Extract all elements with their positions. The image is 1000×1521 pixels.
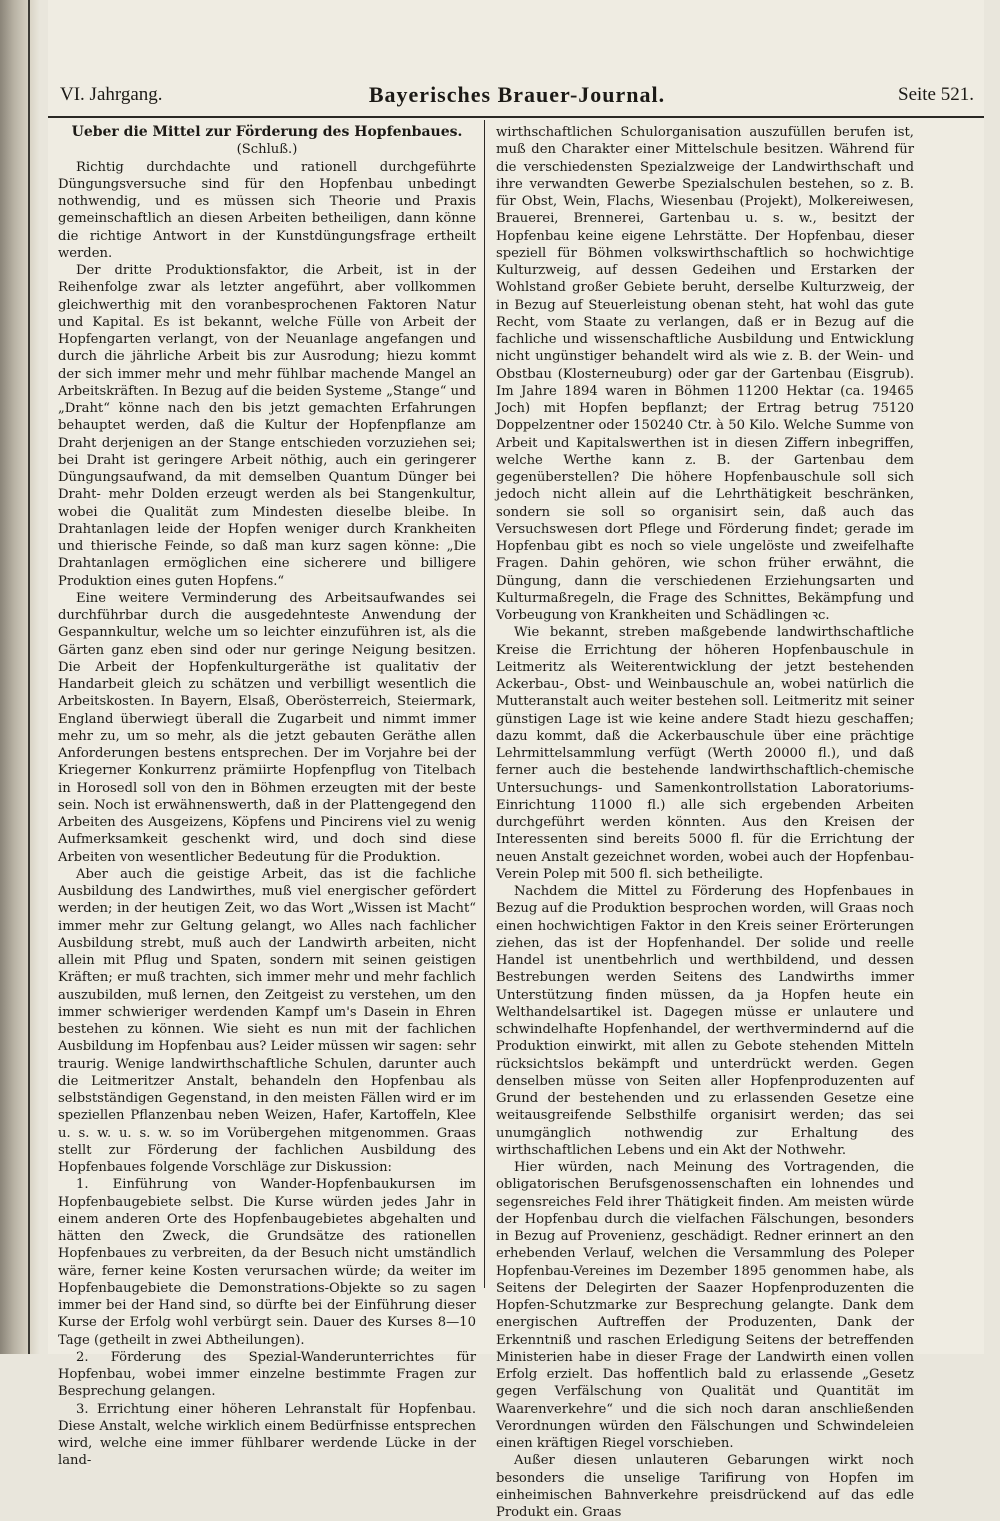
paragraph: Nachdem die Mittel zu Förderung des Hopfenbaues in Bezug auf die Produktion besprochen worden, will Graas noch einen hochwichtigen Faktor in den Kreis seiner Erörterungen ziehen, das ist der Hopfenhandel. Der solide und reelle Handel ist unentbehrlich und werthbildend, und dessen Bestrebungen werden Seitens des Landwirths immer Unterstützung finden müssen, da ja Hopfen heute ein Welthandelsartikel ist. Dagegen müsse er unlautere und schwindelhafte Hopfenhandel, der werthvermindernd auf die Produktion einwirkt, mit allen zu Gebote stehenden Mitteln rücksichtslos bekämpft und unterdrückt werden. Gegen denselben müsse von Seiten aller Hopfenproduzenten auf Grund der bestehenden und zu erlassenden Gesetze eine weitausgreifende Selbsthilfe organisirt werden; das sei unumgänglich nothwendig zur Erhaltung des wirthschaftlichen Lebens und ein Akt der Nothwehr. [496,884,914,1158]
journal-page [48,0,984,1520]
article-subtitle: (Schluß.) [236,142,298,158]
paragraph: 2. Förderung des Spezial-Wanderunterrichtes für Hopfenbau, wobei immer einzelne bestimmte Fragen zur Besprechung gelangen. [58,1349,476,1400]
right-column [496,124,914,1521]
paragraph: wirthschaftlichen Schulorganisation auszufüllen berufen ist, muß den Charakter einer Mittelschule besitzen. Während für die verschiedensten Spezialzweige der Landwirthschaft und ihre verwandten Gewerbe Spezialschulen bestehen, so z. B. für Obst, Wein, Flachs, Wiesenbau (Projekt), Molkereiwesen, Brauerei, Brennerei, Gartenbau u. s. w., besitzt der Hopfenbau keine eigene Lehrstätte. Der Hopfenbau, dieser speziell für Böhmen volkswirthschaftlich so hochwichtige Kulturzweig, auf dessen Gedeihen und Erstarken der Wohlstand großer Gebiete beruht, derselbe Kulturzweig, der in Bezug auf Steuerleistung obenan steht, hat wohl das gute Recht, vom Staate zu verlangen, daß er in Bezug auf die fachliche und wissenschaftliche Ausbildung und Entwicklung nicht ungünstiger behandelt wird als wie z. B. der Wein- und Obstbau (Klosterneuburg) oder gar der Gartenbau (Eisgrub). Im Jahre 1894 waren in Böhmen 11200 Hektar (ca. 19465 Joch) mit Hopfen bepflanzt; der Ertrag betrug 75120 Doppelzentner oder 150240 Ctr. à 50 Kilo. Welche Summe von Arbeit und Kapitalswerthen ist in diesen Ziffern inbegriffen, welche Werthe kann z. B. der Gartenbau dem gegenüberstellen? Die höhere Hopfenbauschule soll sich jedoch nicht allein auf die Lehrthätigkeit beschränken, sondern sie soll so organisirt sein, daß auch das Versuchswesen dort Pflege und Förderung findet; gerade im Hopfenbau gibt es noch so viele ungelöste und zweifelhafte Fragen. Dahin gehören, wie schon früher erwähnt, die Düngung, dann die verschiedenen Erziehungsarten und Kulturmaßregeln, die Frage des Schnittes, Bekämpfung und Vorbeugung von Krankheiten und Schädlingen ꝛc. [496,125,914,623]
header-rule [48,116,984,118]
left-column [58,124,476,1470]
paragraph: Richtig durchdachte und rationell durchgeführte Düngungsversuche sind für den Hopfenbau unbedingt nothwendig, und es müssen sich Theorie und Praxis gemeinschaftlich an diesen Arbeiten betheiligen, dann könne die richtige Antwort in der Kunstdüngungsfrage ertheilt werden. [58,159,476,261]
paragraph: 3. Errichtung einer höheren Lehranstalt für Hopfenbau. Diese Anstalt, welche wirklich einem Bedürfnisse entsprechen wird, welche eine immer fühlbarer werdende Lücke in der land- [58,1401,476,1469]
paragraph: Eine weitere Verminderung des Arbeitsaufwandes sei durchführbar durch die ausgedehnteste Anwendung der Gespannkultur, welche um so leichter einzuführen ist, als die Gärten ganz eben sind oder nur geringe Neigung besitzen. Die Arbeit der Hopfenkulturgeräthe ist qualitativ der Handarbeit gleich zu schätzen und verbilligt wesentlich die Arbeitskosten. In Bayern, Elsaß, Oberösterreich, Steiermark, England überwiegt überall die Zugarbeit und nimmt immer mehr zu, um so mehr, als die jetzt gebauten Geräthe allen Anforderungen bestens entsprechen. Der im Vorjahre bei der Kriegerner Konkurrenz prämiirte Hopfenpflug von Titelbach in Horosedl soll von den in Böhmen erzeugten mit der beste sein. Noch ist erwähnenswerth, daß in der Plattengegend den Arbeiten des Ausgeizens, Köpfens und Pincirens viel zu wenig Aufmerksamkeit geschenkt wird, und doch sind diese Arbeiten von wesentlicher Bedeutung für die Produktion. [58,590,476,865]
paragraph: Aber auch die geistige Arbeit, das ist die fachliche Ausbildung des Landwirthes, muß viel energischer gefördert werden; in der heutigen Zeit, wo das Wort „Wissen ist Macht“ immer mehr zur Geltung gelangt, wo Alles nach fachlicher Ausbildung strebt, muß auch der Landwirth arbeiten, nicht allein mit Pflug und Spaten, sondern mit seinen geistigen Kräften; er muß trachten, sich immer mehr und mehr fachlich auszubilden, muß lernen, den Zeitgeist zu verstehen, um den immer schwieriger werdenden Kampf um's Dasein in Ehren bestehen zu können. Wie sieht es nun mit der fachlichen Ausbildung im Hopfenbau aus? Leider müssen wir sagen: sehr traurig. Wenige landwirthschaftliche Schulen, darunter auch die Leitmeritzer Anstalt, behandeln den Hopfenbau als selbstständigen Gegenstand, in den meisten Fällen wird er im speziellen Pflanzenbau neben Weizen, Hafer, Kartoffeln, Klee u. s. w. u. s. w. so im Vorübergehen mitgenommen. Graas stellt zur Förderung der fachlichen Ausbildung des Hopfenbaues folgende Vorschläge zur Diskussion: [58,866,476,1175]
page-number: Seite 521. [898,84,974,105]
page-binding [0,0,40,1354]
paragraph: Hier würden, nach Meinung des Vortragenden, die obligatorischen Berufsgenossenschaften ein lohnendes und segensreiches Feld ihrer Thätigkeit finden. Am meisten würde der Hopfenbau durch die vielfachen Fälschungen, besonders in Bezug auf Provenienz, geschädigt. Redner erinnert an den erhebenden Verlauf, welchen die Versammlung des Poleper Hopfenbau-Vereines im Dezember 1895 genommen habe, als Seitens der Delegirten der Saazer Hopfenproduzenten die Hopfen-Schutzmarke zur Besprechung gelangte. Dank dem energischen Auftreffen der Produzenten, Dank der Erkenntniß und raschen Erledigung Seitens der betreffenden Ministerien habe in dieser Frage der Landwirth einen vollen Erfolg erzielt. Das hoffentlich bald zu erlassende „Gesetz gegen Verfälschung von Qualität und Quantität im Waarenverkehre“ und die sich noch daran anschließenden Verordnungen würden den Fälschungen und Schwindeleien einen kräftigen Riegel vorschieben. [496,1160,914,1451]
page-header [60,84,974,114]
paragraph: Der dritte Produktionsfaktor, die Arbeit, ist in der Reihenfolge zwar als letzter angeführt, aber vollkommen gleichwerthig mit den voranbesprochenen Faktoren Natur und Kapital. Es ist bekannt, welche Fülle von Arbeit der Hopfengarten verlangt, von der Neuanlage angefangen und durch die jährliche Arbeit bis zur Ausrodung; hiezu kommt der sich immer mehr und mehr fühlbar machende Mangel an Arbeitskräften. In Bezug auf die beiden Systeme „Stange“ und „Draht“ könne nach den bis jetzt gemachten Erfahrungen behauptet werden, daß die Kultur der Hopfenpflanze am Draht derjenigen an der Stange entschieden vorzuziehen sei; bei Draht ist geringere Arbeit nöthig, auch ein geringerer Düngungsaufwand, da mit demselben Quantum Dünger bei Draht- mehr Dolden erzeugt werden als bei Stangenkultur, wobei die Qualität zum Mindesten dieselbe bleibe. In Drahtanlagen leide der Hopfen weniger durch Krankheiten und thierische Feinde, so daß man kurz sagen könne: „Die Drahtanlagen ermöglichen eine sicherere und billigere Produktion eines guten Hopfens.“ [58,263,476,589]
paragraph: Außer diesen unlauteren Gebarungen wirkt noch besonders die unselige Tarifirung von Hopfen im einheimischen Bahnverkehre preisdrückend auf das edle Produkt ein. Graas [496,1453,914,1520]
paragraph: 1. Einführung von Wander-Hopfenbaukursen im Hopfenbaugebiete selbst. Die Kurse würden jedes Jahr in einem anderen Orte des Hopfenbaugebietes abgehalten und hätten den Zweck, die Grundsätze des rationellen Hopfenbaues zu verbreiten, da der Besuch nicht umständlich wäre, ferner keine Kosten verursachen würde; da weiter im Hopfenbaugebiete die Demonstrations-Objekte so zu sagen immer bei der Hand sind, so dürfte bei der Einführung dieser Kurse der Erfolg wohl verbürgt sein. Dauer des Kurses 8—10 Tage (getheilt in zwei Abtheilungen). [58,1177,476,1348]
binding-edge [28,0,30,1354]
journal-title: Bayerisches Brauer-Journal. [368,82,666,107]
volume-label: VI. Jahrgang. [60,84,163,105]
paragraph: Wie bekannt, streben maßgebende landwirthschaftliche Kreise die Errichtung der höheren Hopfenbauschule in Leitmeritz als Weiterentwicklung der jetzt bestehenden Ackerbau-, Obst- und Weinbauschule an, wobei natürlich die Mutteranstalt auch weiter bestehen soll. Leitmeritz mit seiner günstigen Lage ist wie keine andere Stadt hiezu geschaffen; dazu kommt, daß die Ackerbauschule über eine prächtige Lehrmittelsammlung verfügt (Werth 20000 fl.), und daß ferner auch die bestehende landwirthschaftlich-chemische Untersuchungs- und Samenkontrollstation Laboratoriums-Einrichtung 11000 fl.) alle sich ergebenden Arbeiten durchgeführt werden könnten. Aus den Kreisen der Interessenten sind bereits 5000 fl. für die Errichtung der neuen Anstalt gezeichnet worden, wobei auch der Hopfenbau-Verein Polep mit 500 fl. sich betheiligte. [496,625,914,882]
column-rule [484,120,485,1288]
article-title: Ueber die Mittel zur Förderung des Hopfenbaues. [71,124,463,140]
